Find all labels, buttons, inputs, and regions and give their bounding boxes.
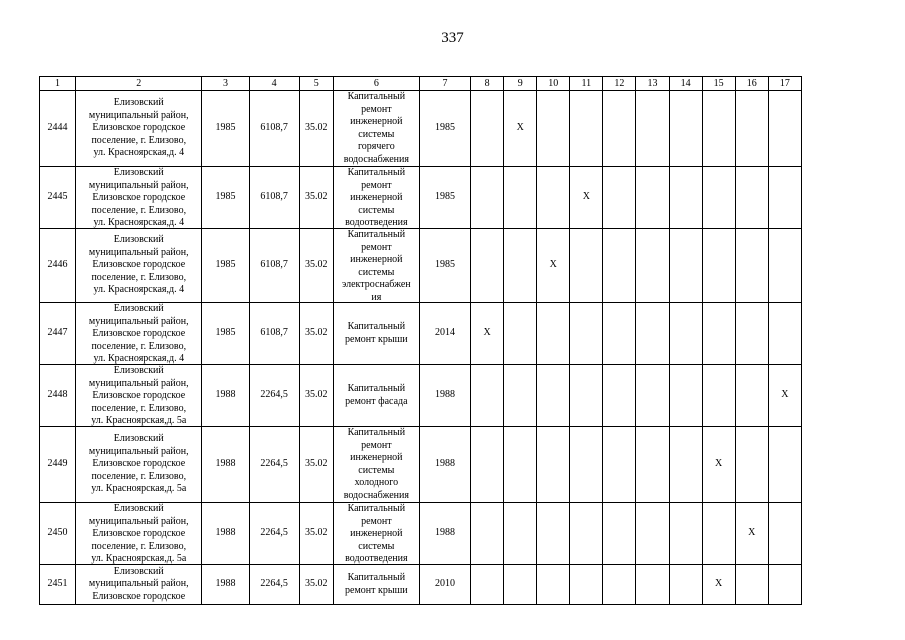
work-type-cell (333, 91, 419, 167)
code-cell (299, 303, 333, 365)
mark-cell (504, 229, 537, 303)
row-number-text: 2450 (47, 527, 68, 539)
mark-cell (471, 365, 504, 427)
work-year-text: 1988 (435, 458, 456, 470)
construction-year-text: 1988 (215, 578, 236, 590)
mark-cell (537, 565, 570, 605)
work-type-cell (333, 303, 419, 365)
column-header: 8 (471, 77, 504, 91)
mark-cell (537, 365, 570, 427)
code-cell (299, 565, 333, 605)
work-type-text: Капитальный ремонт крыши (345, 320, 408, 345)
mark-cell (768, 565, 801, 605)
address-text: Елизовский муниципальный район, Елизовское городское поселение, г. Елизово, ул. Красноярская,д. 4 (88, 167, 189, 228)
row-number-cell (40, 427, 76, 503)
mark-cell (735, 303, 768, 365)
work-type-cell (333, 167, 419, 229)
mark-cell (735, 365, 768, 427)
area-text: 2264,5 (260, 389, 288, 401)
address-cell (76, 427, 202, 503)
column-header: 13 (636, 77, 669, 91)
address-cell (76, 229, 202, 303)
work-year-cell (419, 503, 470, 565)
mark-cell (735, 91, 768, 167)
address-cell (76, 565, 202, 605)
address-cell (76, 503, 202, 565)
mark-cell (471, 503, 504, 565)
mark-cell: X (702, 565, 735, 605)
row-number-cell (40, 229, 76, 303)
code-text: 35.02 (304, 578, 328, 590)
construction-year-cell (202, 365, 249, 427)
mark-cell (570, 503, 603, 565)
mark-cell: X (570, 167, 603, 229)
mark-cell (768, 427, 801, 503)
mark-cell (702, 503, 735, 565)
row-number-text: 2447 (47, 327, 68, 339)
mark-cell (735, 229, 768, 303)
mark-cell (669, 365, 702, 427)
mark-cell: X (702, 427, 735, 503)
work-year-cell (419, 303, 470, 365)
table-body (40, 91, 802, 605)
area-text: 6108,7 (260, 191, 288, 203)
column-header: 7 (419, 77, 470, 91)
mark-cell (768, 503, 801, 565)
address-cell (76, 167, 202, 229)
construction-year-text: 1985 (215, 259, 236, 271)
row-number-text: 2444 (47, 122, 68, 134)
mark-cell (537, 167, 570, 229)
area-text: 2264,5 (260, 578, 288, 590)
address-cell (76, 303, 202, 365)
code-cell (299, 229, 333, 303)
work-year-cell (419, 427, 470, 503)
code-text: 35.02 (304, 389, 328, 401)
area-text: 6108,7 (260, 122, 288, 134)
area-text: 6108,7 (260, 327, 288, 339)
mark-cell (603, 503, 636, 565)
construction-year-text: 1988 (215, 527, 236, 539)
mark-cell (636, 167, 669, 229)
area-text: 2264,5 (260, 458, 288, 470)
column-header: 2 (76, 77, 202, 91)
table-row (40, 427, 802, 503)
mark-cell (504, 167, 537, 229)
table-row (40, 167, 802, 229)
mark-cell (636, 427, 669, 503)
row-number-cell (40, 91, 76, 167)
mark-cell (504, 303, 537, 365)
mark-cell (537, 91, 570, 167)
mark-cell: X (768, 365, 801, 427)
mark-cell: X (504, 91, 537, 167)
mark-cell (636, 303, 669, 365)
mark-cell (735, 565, 768, 605)
mark-cell (702, 91, 735, 167)
mark-cell (504, 427, 537, 503)
mark-cell (636, 365, 669, 427)
column-header: 3 (202, 77, 249, 91)
construction-year-cell (202, 427, 249, 503)
column-header: 6 (333, 77, 419, 91)
mark-cell (504, 565, 537, 605)
mark-cell (669, 427, 702, 503)
area-cell (249, 503, 299, 565)
address-text: Елизовский муниципальный район, Елизовское городское поселение, г. Елизово, ул. Красноярская,д. 4 (88, 234, 189, 296)
mark-cell: X (735, 503, 768, 565)
code-text: 35.02 (304, 327, 328, 339)
column-header: 15 (702, 77, 735, 91)
construction-year-text: 1985 (215, 122, 236, 134)
column-header: 11 (570, 77, 603, 91)
mark-cell (570, 365, 603, 427)
mark-cell (702, 229, 735, 303)
construction-year-cell (202, 167, 249, 229)
area-cell (249, 229, 299, 303)
mark-cell (603, 229, 636, 303)
table-row (40, 503, 802, 565)
row-number-text: 2449 (47, 458, 68, 470)
area-cell (249, 91, 299, 167)
area-cell (249, 565, 299, 605)
construction-year-cell (202, 229, 249, 303)
mark-cell (735, 167, 768, 229)
mark-cell (504, 365, 537, 427)
mark-cell (603, 167, 636, 229)
address-text: Елизовский муниципальный район, Елизовское городское поселение, г. Елизово, ул. Красноярская,д. 4 (88, 303, 189, 364)
table-row (40, 91, 802, 167)
mark-cell (669, 303, 702, 365)
mark-cell (768, 91, 801, 167)
mark-cell (471, 427, 504, 503)
mark-cell (471, 91, 504, 167)
row-number-text: 2446 (47, 259, 68, 271)
column-header: 16 (735, 77, 768, 91)
mark-cell (570, 91, 603, 167)
construction-year-cell (202, 503, 249, 565)
work-type-cell (333, 427, 419, 503)
work-year-text: 2014 (435, 327, 456, 339)
mark-cell (570, 427, 603, 503)
mark-cell (636, 503, 669, 565)
work-type-text: Капитальный ремонт инженерной системы водоотведения (345, 167, 408, 228)
area-cell (249, 167, 299, 229)
work-year-cell (419, 167, 470, 229)
mark-cell (669, 565, 702, 605)
column-header: 12 (603, 77, 636, 91)
mark-cell (603, 365, 636, 427)
mark-cell (603, 427, 636, 503)
code-text: 35.02 (304, 458, 328, 470)
construction-year-text: 1985 (215, 327, 236, 339)
mark-cell (570, 565, 603, 605)
area-cell (249, 427, 299, 503)
mark-cell (768, 229, 801, 303)
mark-cell (669, 167, 702, 229)
mark-cell (537, 503, 570, 565)
mark-cell (636, 229, 669, 303)
mark-cell (471, 565, 504, 605)
column-header: 17 (768, 77, 801, 91)
row-number-cell (40, 303, 76, 365)
table-row (40, 565, 802, 605)
work-type-text: Капитальный ремонт крыши (345, 571, 408, 596)
code-cell (299, 91, 333, 167)
mark-cell (471, 229, 504, 303)
work-year-cell (419, 91, 470, 167)
column-header: 1 (40, 77, 76, 91)
row-number-text: 2448 (47, 389, 68, 401)
code-cell (299, 427, 333, 503)
column-header: 14 (669, 77, 702, 91)
mark-cell (603, 565, 636, 605)
mark-cell (702, 365, 735, 427)
code-text: 35.02 (304, 527, 328, 539)
work-year-cell (419, 365, 470, 427)
work-year-cell (419, 229, 470, 303)
work-type-text: Капитальный ремонт фасада (345, 382, 408, 407)
column-header: 9 (504, 77, 537, 91)
row-number-cell (40, 503, 76, 565)
address-text: Елизовский муниципальный район, Елизовское городское поселение, г. Елизово, ул. Красноярская,д. 5а (88, 365, 189, 426)
construction-year-cell (202, 91, 249, 167)
mark-cell (636, 565, 669, 605)
mark-cell: X (537, 229, 570, 303)
mark-cell (603, 91, 636, 167)
construction-year-text: 1988 (215, 458, 236, 470)
column-number-row (40, 77, 802, 91)
work-year-text: 1988 (435, 389, 456, 401)
mark-cell (636, 91, 669, 167)
page-number: 337 (441, 30, 464, 46)
mark-cell (570, 303, 603, 365)
work-type-cell (333, 565, 419, 605)
mark-cell (603, 303, 636, 365)
mark-cell (768, 303, 801, 365)
mark-cell (504, 503, 537, 565)
mark-cell (537, 303, 570, 365)
code-text: 35.02 (304, 122, 328, 134)
area-text: 6108,7 (260, 259, 288, 271)
table-row (40, 229, 802, 303)
work-year-cell (419, 565, 470, 605)
mark-cell: X (471, 303, 504, 365)
address-cell (76, 91, 202, 167)
work-year-text: 1985 (435, 259, 456, 271)
construction-year-cell (202, 303, 249, 365)
column-header: 4 (249, 77, 299, 91)
work-type-text: Капитальный ремонт инженерной системы холодного водоснабжения (343, 427, 409, 501)
column-header: 5 (299, 77, 333, 91)
construction-year-cell (202, 565, 249, 605)
work-type-text: Капитальный ремонт инженерной системы электроснабжен ия (342, 229, 411, 302)
address-text: Елизовский муниципальный район, Елизовское городское поселение, г. Елизово, ул. Красноярская,д. 5а (88, 503, 189, 564)
mark-cell (669, 229, 702, 303)
mark-cell (768, 167, 801, 229)
mark-cell (537, 427, 570, 503)
work-type-cell (333, 365, 419, 427)
row-number-text: 2445 (47, 191, 68, 203)
work-year-text: 2010 (435, 578, 456, 590)
code-text: 35.02 (304, 191, 328, 203)
construction-year-text: 1985 (215, 191, 236, 203)
code-cell (299, 167, 333, 229)
work-type-cell (333, 229, 419, 303)
mark-cell (669, 91, 702, 167)
mark-cell (702, 167, 735, 229)
table-row (40, 303, 802, 365)
code-cell (299, 365, 333, 427)
work-type-cell (333, 503, 419, 565)
address-text: Елизовский муниципальный район, Елизовское городское поселение, г. Елизово, ул. Красноярская,д. 5а (88, 433, 189, 495)
code-cell (299, 503, 333, 565)
row-number-cell (40, 167, 76, 229)
address-text: Елизовский муниципальный район, Елизовское городское (88, 565, 189, 602)
column-header: 10 (537, 77, 570, 91)
area-cell (249, 303, 299, 365)
table-row (40, 365, 802, 427)
mark-cell (735, 427, 768, 503)
area-text: 2264,5 (260, 527, 288, 539)
area-cell (249, 365, 299, 427)
row-number-cell (40, 365, 76, 427)
address-text: Елизовский муниципальный район, Елизовское городское поселение, г. Елизово, ул. Красноярская,д. 4 (88, 97, 189, 159)
repair-schedule-table (39, 76, 802, 605)
work-type-text: Капитальный ремонт инженерной системы горячего водоснабжения (343, 91, 409, 165)
work-year-text: 1988 (435, 527, 456, 539)
row-number-text: 2451 (47, 578, 68, 590)
row-number-cell (40, 565, 76, 605)
construction-year-text: 1988 (215, 389, 236, 401)
mark-cell (702, 303, 735, 365)
work-year-text: 1985 (435, 191, 456, 203)
mark-cell (471, 167, 504, 229)
code-text: 35.02 (304, 259, 328, 271)
mark-cell (570, 229, 603, 303)
mark-cell (669, 503, 702, 565)
work-year-text: 1985 (435, 122, 456, 134)
work-type-text: Капитальный ремонт инженерной системы водоотведения (345, 503, 408, 564)
address-cell (76, 365, 202, 427)
